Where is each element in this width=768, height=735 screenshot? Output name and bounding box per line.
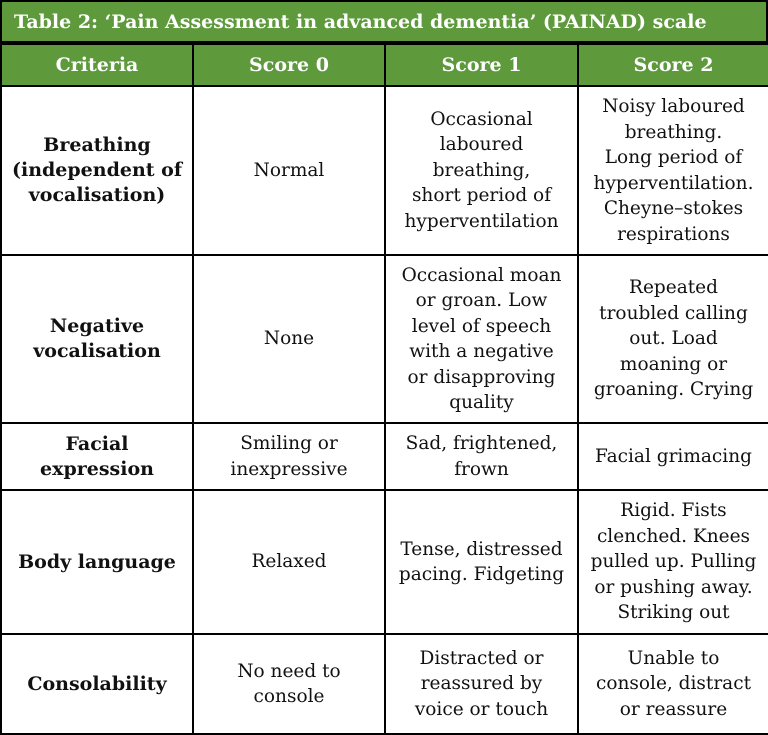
cell-line: Body language (18, 550, 176, 573)
table-row (1, 490, 768, 634)
score-1-cell (385, 255, 578, 423)
criteria-cell (1, 255, 193, 423)
score-1-cell (385, 423, 578, 490)
cell-line: groaning. Crying (593, 379, 754, 401)
cell-line: None (263, 328, 315, 350)
header-row (1, 44, 768, 86)
cell-line: hyperventilation. (593, 172, 754, 194)
cell-line: Unable to (627, 647, 720, 669)
cell-line: Relaxed (251, 551, 327, 573)
score-2-cell (578, 423, 768, 490)
score-0-cell (193, 490, 385, 634)
score-1-cell (385, 490, 578, 634)
cell-line: Normal (253, 159, 325, 181)
cell-line: Facial (65, 432, 129, 455)
cell-line: Long period of (604, 147, 743, 168)
cell-line: Occasional moan (401, 264, 562, 286)
cell-line: or disapproving (407, 366, 556, 388)
score-0-cell (193, 634, 385, 734)
criteria-cell (1, 86, 193, 255)
cell-line: voice or touch (414, 698, 549, 720)
table-title: Table 2: ‘Pain Assessment in advanced dementia’ (PAINAD) scale (0, 0, 768, 43)
score-0-cell (193, 255, 385, 423)
cell-line: with a negative (409, 341, 554, 362)
cell-line: short period of (411, 185, 552, 207)
table-row (1, 423, 768, 490)
cell-line: Cheyne–stokes (603, 198, 744, 219)
cell-line: Negative (49, 315, 145, 337)
cell-line: Occasional (430, 108, 533, 130)
cell-line: (independent of (11, 159, 182, 181)
table-row (1, 634, 768, 734)
criteria-cell (1, 423, 193, 490)
cell-line: console (253, 686, 325, 707)
cell-line: Breathing (43, 134, 151, 156)
cell-line: or reassure (619, 698, 728, 720)
score-1-cell (385, 634, 578, 734)
score-2-cell (578, 255, 768, 423)
cell-line: Tense, distressed (400, 538, 563, 560)
table-row (1, 255, 768, 423)
cell-line: hyperventilation (404, 210, 559, 232)
cell-line: pacing. Fidgeting (398, 564, 565, 585)
table-row (1, 86, 768, 255)
cell-line: Sad, frightened, (405, 433, 558, 454)
painad-table (0, 43, 768, 735)
score-0-cell (193, 423, 385, 490)
cell-line: Facial grimacing (595, 445, 752, 467)
cell-line: Noisy laboured (602, 96, 745, 117)
score-2-cell (578, 634, 768, 734)
cell-line: Repeated (629, 277, 718, 299)
cell-line: laboured (439, 134, 524, 156)
header-score-2: Score 2 (578, 44, 768, 86)
cell-line: No need to (237, 660, 341, 682)
cell-line: frown (454, 458, 509, 480)
cell-line: vocalisation) (28, 184, 166, 206)
cell-line: breathing, (432, 159, 531, 181)
cell-line: vocalisation (33, 340, 161, 362)
cell-line: moaning or (619, 353, 728, 375)
cell-line: troubled calling (599, 302, 748, 324)
header-score-0: Score 0 (193, 44, 385, 86)
cell-line: clenched. Knees (596, 525, 751, 547)
cell-line: pulled up. Pulling (590, 551, 757, 573)
cell-line: breathing. (624, 121, 723, 143)
cell-line: quality (449, 392, 514, 413)
cell-line: or pushing away. (594, 576, 753, 598)
cell-line: Smiling or (240, 433, 338, 454)
cell-line: level of speech (411, 315, 552, 337)
score-1-cell (385, 86, 578, 255)
header-score-1: Score 1 (385, 44, 578, 86)
score-0-cell (193, 86, 385, 255)
cell-line: Rigid. Fists (620, 500, 727, 522)
score-2-cell (578, 490, 768, 634)
cell-line: Consolability (27, 672, 167, 695)
cell-line: reassured by (420, 673, 543, 695)
cell-line: out. Load (629, 328, 718, 350)
header-criteria: Criteria (1, 44, 193, 86)
cell-line: console, distract (595, 673, 752, 695)
cell-line: inexpressive (230, 458, 348, 480)
cell-line: Distracted or (419, 647, 544, 669)
criteria-cell (1, 634, 193, 734)
cell-line: respirations (617, 223, 730, 245)
criteria-cell (1, 490, 193, 634)
cell-line: or groan. Low (415, 290, 548, 311)
cell-line: expression (40, 457, 154, 480)
cell-line: Striking out (617, 602, 730, 624)
score-2-cell (578, 86, 768, 255)
